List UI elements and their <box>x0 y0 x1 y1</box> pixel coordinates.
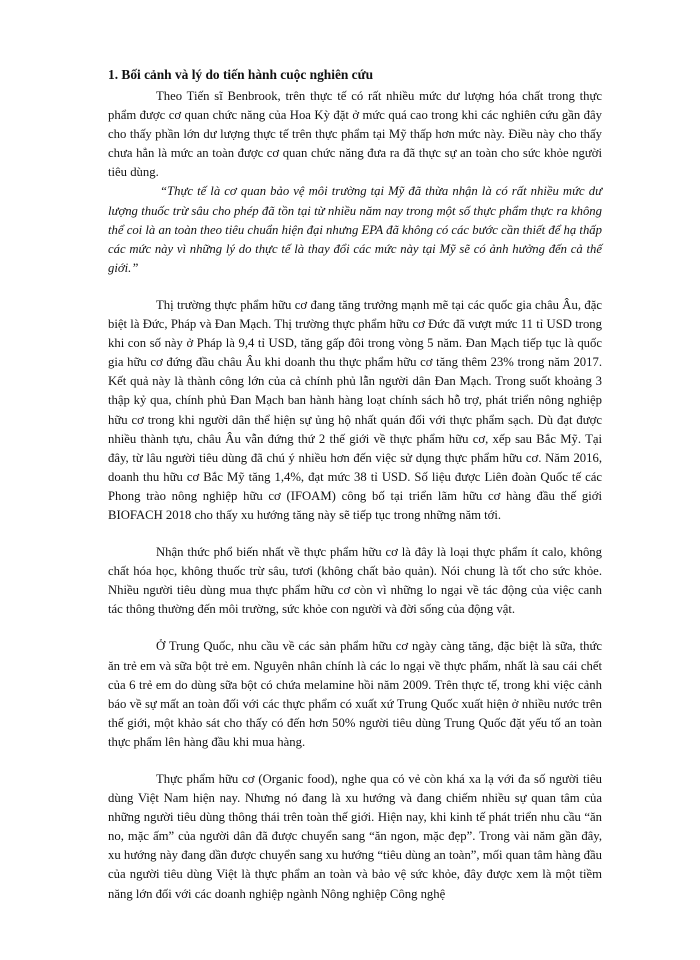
paragraph-benbrook: Theo Tiến sĩ Benbrook, trên thực tế có rất nhiều mức dư lượng hóa chất trong thực phẩm được cơ quan chức năng của Hoa Kỳ đặt ở mức quá cao trong khi các nghiên cứu gần đây cho thấy phần lớn dư lượng thực tế trên thực phẩm tại Mỹ thấp hơn mức này. Điều này cho thấy chưa hẳn là mức an toàn được cơ quan chức năng đưa ra đã thực sự an toàn cho sức khỏe người tiêu dùng. <box>108 89 602 180</box>
paragraph-perception: Nhận thức phổ biến nhất về thực phẩm hữu cơ là đây là loại thực phẩm ít calo, không chất hóa học, không thuốc trừ sâu, tươi (không chất bảo quản). Nói chung là tốt cho sức khỏe. Nhiều người tiêu dùng mua thực phẩm hữu cơ còn vì những lo ngại về tác động của việc canh tác thông thường đến môi trường, sức khỏe con người và đời sống của động vật. <box>108 545 602 617</box>
paragraph-gap <box>108 278 602 296</box>
paragraph-china: Ở Trung Quốc, nhu cầu về các sản phẩm hữu cơ ngày càng tăng, đặc biệt là sữa, thức ăn trẻ em và sữa bột trẻ em. Nguyên nhân chính là các lo ngại về thực phẩm, nhất là sau cái chết của 6 trẻ em do dùng sữa bột có chứa melamine hồi năm 2009. Trên thực tế, trong khi việc cảnh báo về sự mất an toàn đối với các thực phẩm có xuất xứ Trung Quốc xuất hiện ở nhiều nước trên thế giới, một khảo sát cho thấy có đến hơn 50% người tiêu dùng Trung Quốc đặt yếu tố an toàn thực phẩm lên hàng đầu khi mua hàng. <box>108 639 602 749</box>
document-page <box>108 66 602 904</box>
section-heading: 1. Bối cảnh và lý do tiến hành cuộc nghiên cứu <box>108 67 374 82</box>
paragraph-gap <box>108 752 602 770</box>
paragraph-vietnam: Thực phẩm hữu cơ (Organic food), nghe qua có vẻ còn khá xa lạ với đa số người tiêu dùng Việt Nam hiện nay. Nhưng nó đang là xu hướng và đang chiếm nhiều sự quan tâm của những người tiêu dùng thông thái trên toàn thế giới. Hiện nay, khi kinh tế phát triển nhu cầu “ăn no, mặc ấm” của người dân đã được chuyển sang “ăn ngon, mặc đẹp”. Trong vài năm gần đây, xu hướng này đang dần được chuyển sang xu hướng “tiêu dùng an toàn”, mối quan tâm hàng đầu của người tiêu dùng Việt là thực phẩm an toàn và bảo vệ sức khỏe, đây được xem là một tiềm năng lớn đối với các doanh nghiệp ngành Nông nghiệp Công nghệ <box>108 772 602 901</box>
paragraph-epa-quote: “Thực tế là cơ quan bảo vệ môi trường tại Mỹ đã thừa nhận là có rất nhiều mức dư lượng thuốc trừ sâu cho phép đã tồn tại từ nhiều năm nay trong một số thực phẩm thực ra không thể coi là an toàn theo tiêu chuẩn hiện đại nhưng EPA đã không có các bước cần thiết để hạ thấp các mức này vì những lý do thực tế là thay đổi các mức này tại Mỹ sẽ có ảnh hưởng đến cả thế giới.” <box>108 184 602 275</box>
paragraph-europe-market: Thị trường thực phẩm hữu cơ đang tăng trưởng mạnh mẽ tại các quốc gia châu Âu, đặc biệt là Đức, Pháp và Đan Mạch. Thị trường thực phẩm hữu cơ Đức đã vượt mức 11 tỉ USD trong khi con số này ở Pháp là 9,4 tỉ USD, tăng gấp đôi trong vòng 5 năm. Đan Mạch tiếp tục là quốc gia hữu cơ đứng đầu châu Âu khi doanh thu thực phẩm hữu cơ tăng thêm 23% trong năm 2017. Kết quả này là thành công lớn của cả chính phủ lẫn người dân Đan Mạch. Trong suốt khoảng 3 thập kỷ qua, chính phủ Đan Mạch ban hành hàng loạt chính sách hỗ trợ, phát triển nông nghiệp hữu cơ trong khi người dân thể hiện sự ủng hộ nhất quán đối với thực phẩm sạch. Dù đạt được nhiều thành tựu, châu Âu vẫn đứng thứ 2 thế giới về thực phẩm hữu cơ, xếp sau Bắc Mỹ. Tại đây, từ lâu người tiêu dùng đã chú ý nhiều hơn đến việc sử dụng thực phẩm hữu cơ. Năm 2016, doanh thu hữu cơ Bắc Mỹ tăng 1,4%, đạt mức 38 tỉ USD. Số liệu được Liên đoàn Quốc tế các Phong trào nông nghiệp hữu cơ (IFOAM) công bố tại triển lãm hữu cơ hàng đầu thế giới BIOFACH 2018 cho thấy xu hướng tăng này sẽ tiếp tục trong những năm tới. <box>108 297 602 522</box>
paragraph-gap <box>108 619 602 637</box>
paragraph-gap <box>108 525 602 543</box>
